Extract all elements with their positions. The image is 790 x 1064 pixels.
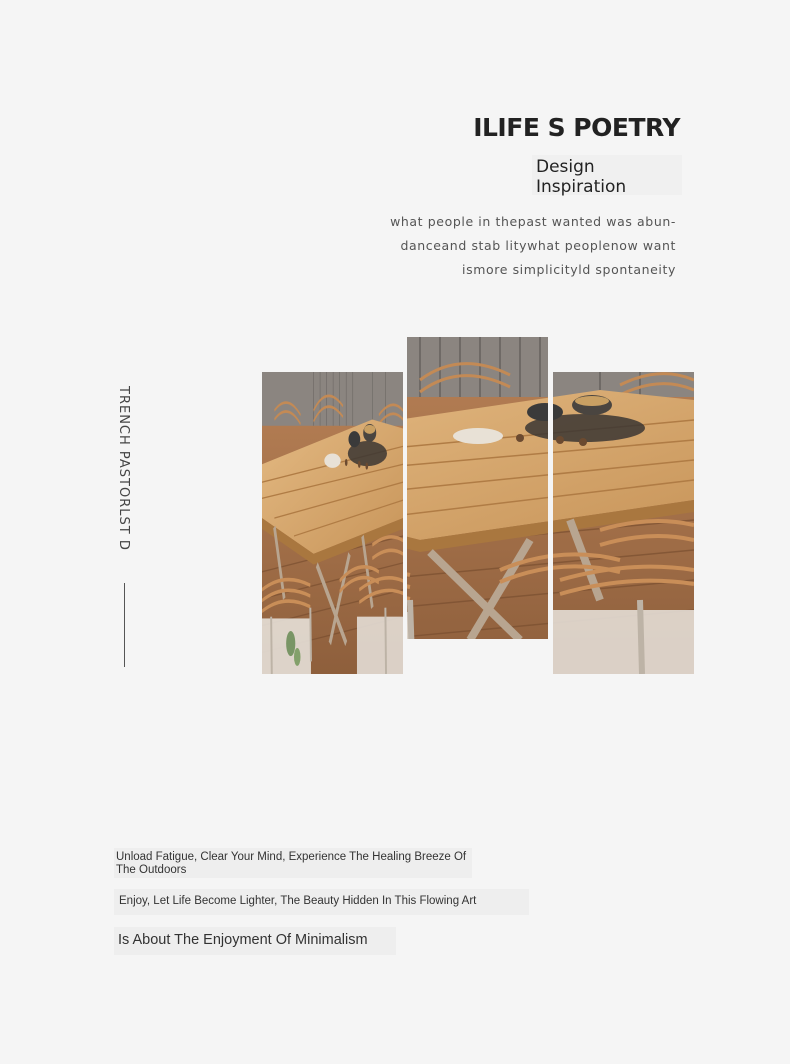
subtitle-line-1: Design: [536, 157, 595, 177]
outdoor-dining-photo-icon: [553, 372, 694, 674]
outdoor-dining-photo-icon: [407, 337, 548, 639]
photo-panel-center: [407, 337, 548, 639]
outdoor-dining-photo-icon: [262, 372, 403, 674]
subtitle: [536, 157, 626, 197]
vertical-divider: [124, 583, 125, 667]
description: [376, 210, 676, 282]
caption-line-3: Is About The Enjoyment Of Minimalism: [118, 932, 368, 948]
description-line-1: what people in thepast wanted was abun-: [390, 214, 676, 229]
photo-panel-right: [553, 372, 694, 674]
page-title: ILIFE S POETRY: [473, 113, 680, 142]
subtitle-line-2: Inspiration: [536, 177, 627, 197]
vertical-label: TRENCH PASTORLST D: [116, 386, 131, 551]
caption-line-2: Enjoy, Let Life Become Lighter, The Beauty Hidden In This Flowing Art: [119, 895, 477, 907]
photo-panel-left: [262, 372, 403, 674]
description-line-3: ismore simplicityld spontaneity: [462, 262, 676, 277]
description-line-2: danceand stab litywhat peoplenow want: [400, 238, 676, 253]
caption-line-1: Unload Fatigue, Clear Your Mind, Experience The Healing Breeze Of The Outdoors: [116, 851, 467, 876]
